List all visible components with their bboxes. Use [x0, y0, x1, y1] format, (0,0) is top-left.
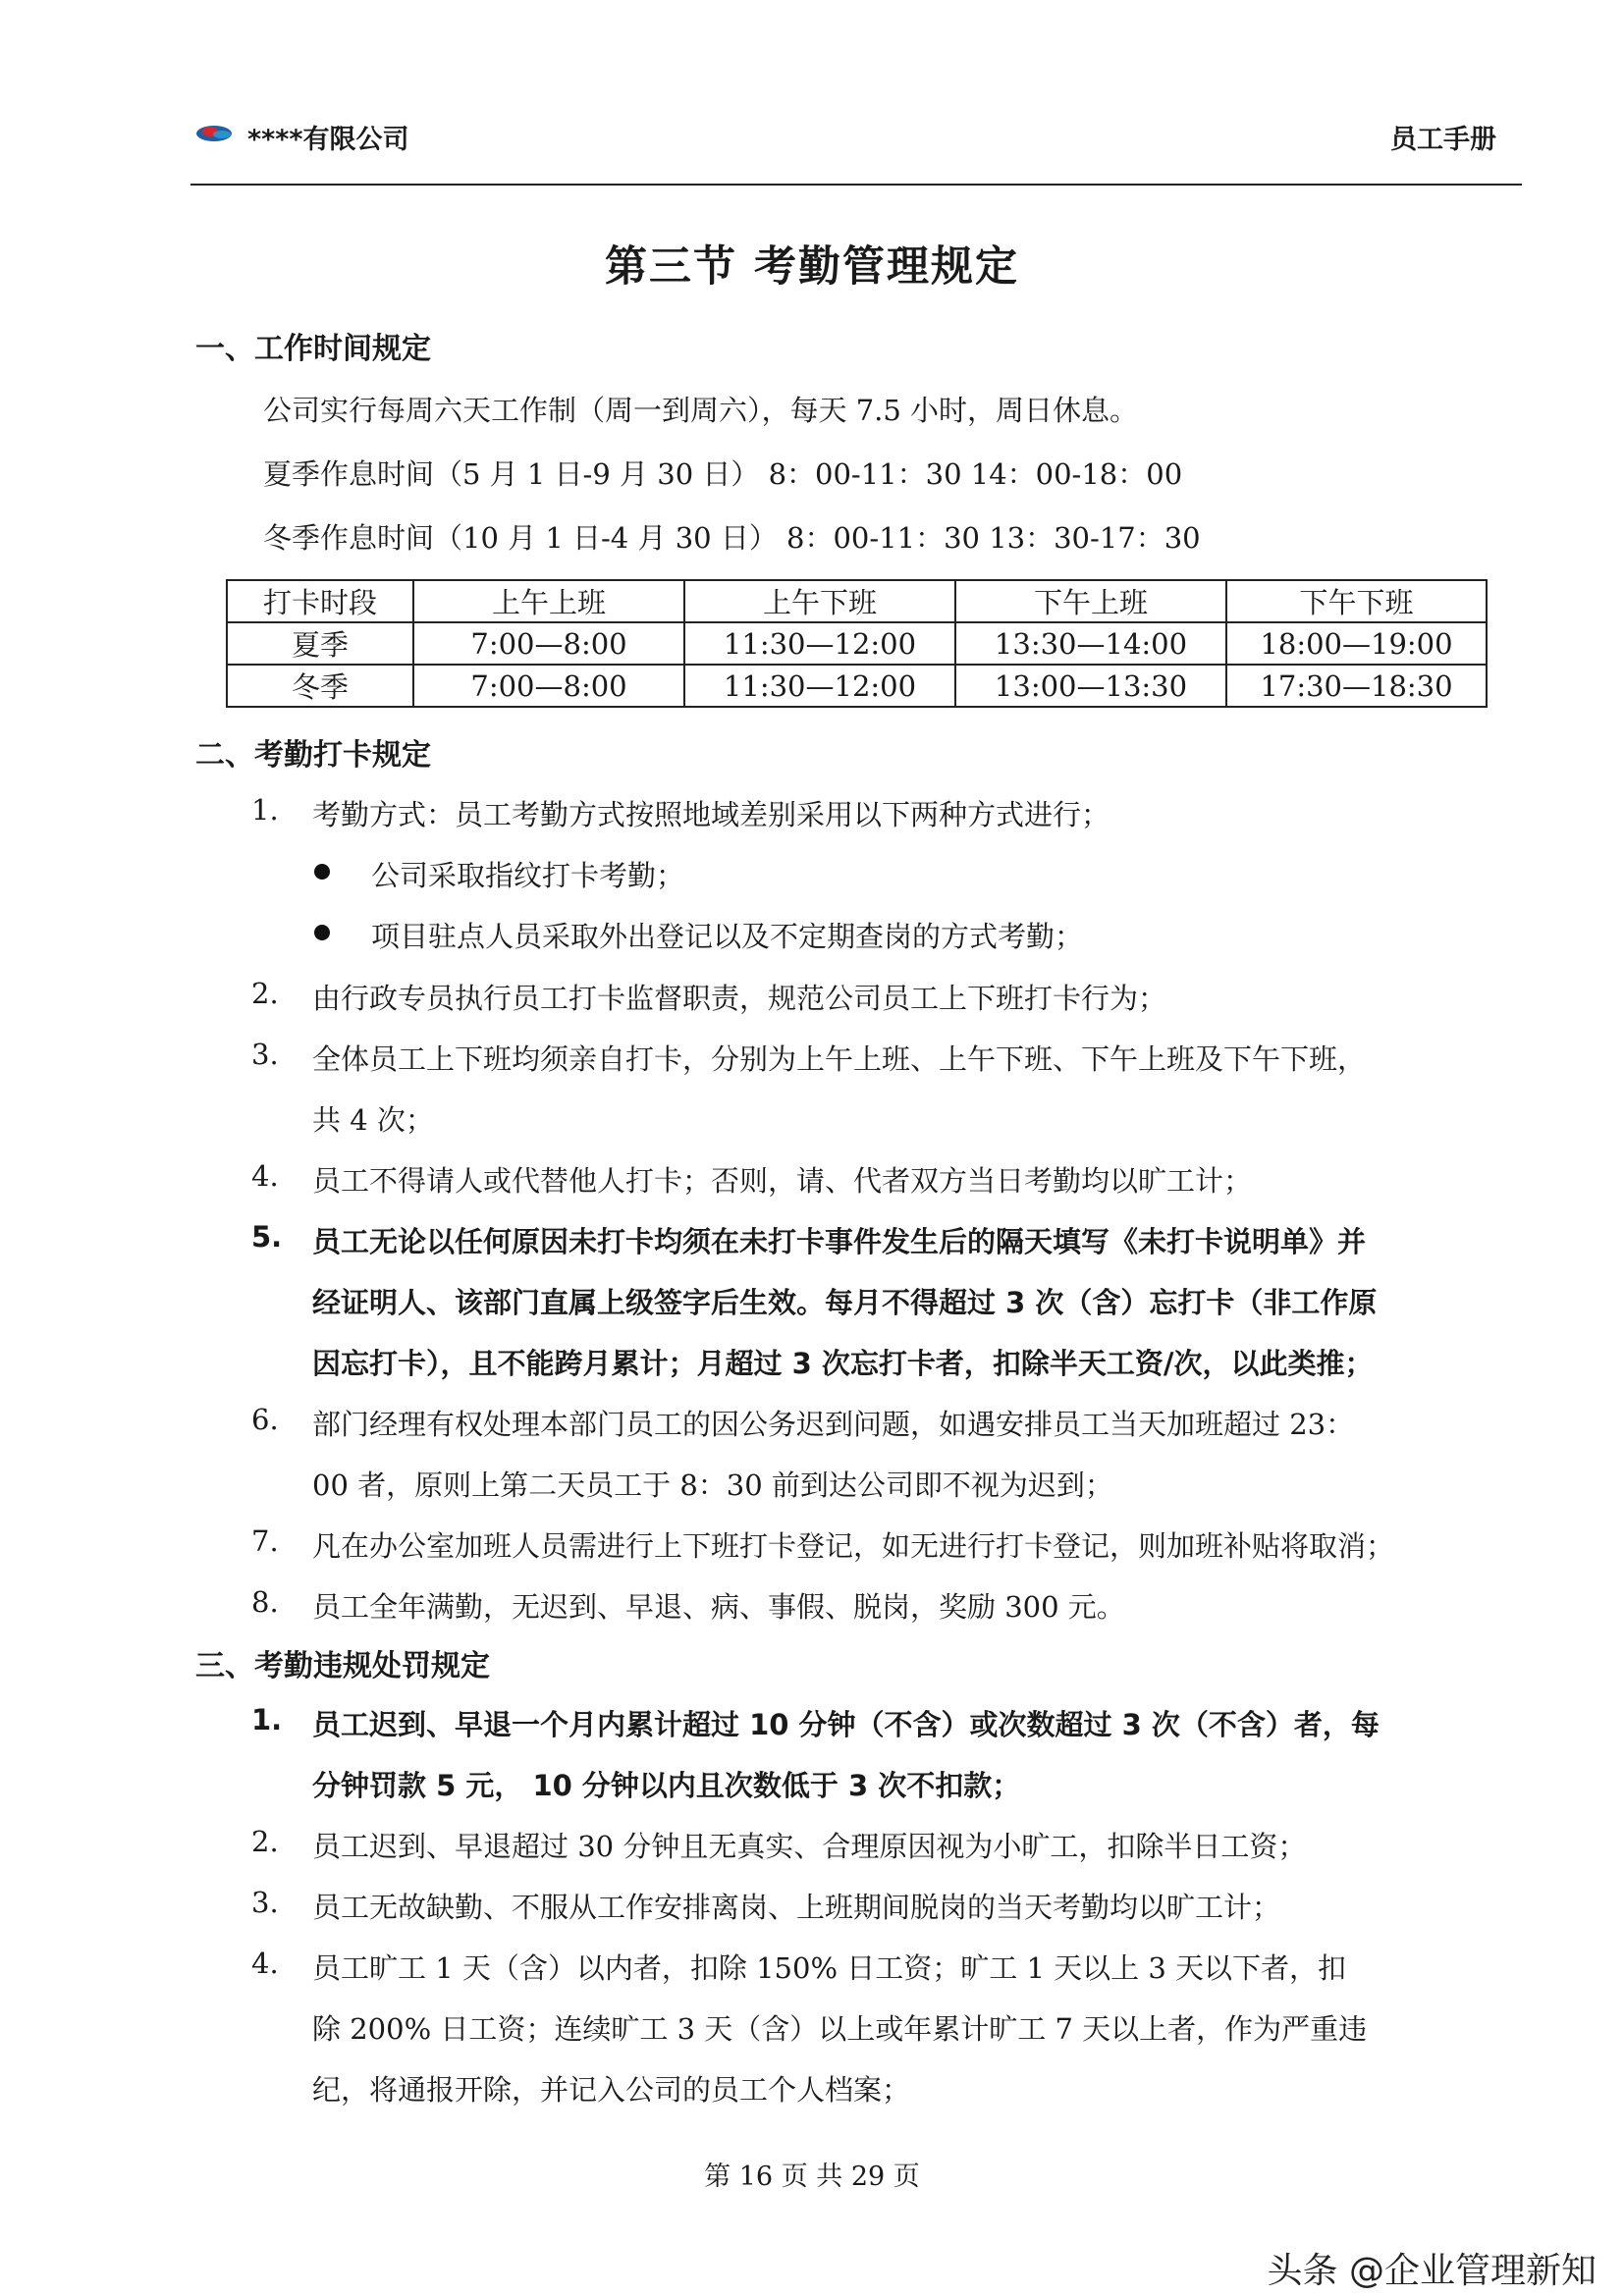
list-item-text: 员工无故缺勤、不服从工作安排离岗、上班期间脱岗的当天考勤均以旷工计； — [312, 1891, 1281, 1924]
list-item-text: 纪，将通报开除，并记入公司的员工个人档案； — [312, 2073, 911, 2107]
document-name: 员工手册 — [1390, 125, 1496, 155]
list-number: 7. — [251, 1524, 279, 1558]
bullet-text: 公司采取指纹打卡考勤； — [371, 859, 685, 892]
list-number: 6. — [251, 1403, 279, 1436]
bullet-text: 项目驻点人员采取外出登记以及不定期查岗的方式考勤； — [371, 920, 1084, 953]
table-header-cell: 打卡时段 — [227, 580, 413, 622]
table-cell: 夏季 — [227, 622, 413, 665]
page-header — [190, 110, 1522, 159]
list-number: 4. — [251, 1159, 279, 1193]
table-header-cell: 下午下班 — [1226, 580, 1487, 622]
company-name: ****有限公司 — [247, 125, 409, 155]
list-item-text: 员工全年满勤，无迟到、早退、病、事假、脱岗，奖励 300 元。 — [312, 1590, 1125, 1624]
table-header-cell: 上午上班 — [413, 580, 684, 622]
list-number: 3. — [251, 1886, 279, 1919]
list-item-text: 部门经理有权处理本部门员工的因公务迟到问题，如遇安排员工当天加班超过 23： — [312, 1408, 1355, 1441]
list-number: 2. — [251, 977, 279, 1010]
table-header-cell: 下午上班 — [955, 580, 1226, 622]
table-cell: 7:00—8:00 — [413, 665, 684, 707]
list-item-text: 共 4 次； — [312, 1103, 434, 1137]
list-item-text: 员工旷工 1 天（含）以内者，扣除 150% 日工资；旷工 1 天以上 3 天以下者，扣 — [312, 1951, 1347, 1985]
heading-penalties: 三、考勤违规处罚规定 — [195, 1649, 490, 1683]
table-cell: 冬季 — [227, 665, 413, 707]
table-row — [227, 665, 1487, 707]
list-number: 8. — [251, 1585, 279, 1619]
table-cell: 13:30—14:00 — [955, 622, 1226, 665]
list-item-text: 员工迟到、早退超过 30 分钟且无真实、合理原因视为小旷工，扣除半日工资； — [312, 1830, 1307, 1863]
list-item-text: 员工不得请人或代替他人打卡；否则，请、代者双方当日考勤均以旷工计； — [312, 1164, 1253, 1198]
table-cell: 11:30—12:00 — [684, 665, 955, 707]
page-number: 第 16 页 共 29 页 — [704, 2162, 920, 2192]
heading-attendance-punch: 二、考勤打卡规定 — [195, 738, 431, 773]
list-number: 1. — [251, 1703, 283, 1736]
table-header-cell: 上午下班 — [684, 580, 955, 622]
table-cell: 17:30—18:30 — [1226, 665, 1487, 707]
list-item-text: 考勤方式：员工考勤方式按照地域差别采用以下两种方式进行； — [312, 798, 1110, 831]
winter-hours-line: 冬季作息时间（10 月 1 日-4 月 30 日） 8：00-11：30 13：30-17：30 — [263, 521, 1201, 555]
bullet-icon — [314, 864, 330, 880]
list-item-text: 分钟罚款 5 元， 10 分钟以内且次数低于 3 次不扣款； — [312, 1769, 1021, 1802]
list-number: 2. — [251, 1825, 279, 1858]
list-number: 5. — [251, 1220, 283, 1254]
source-watermark: 头条 @企业管理新知 — [1267, 2251, 1597, 2291]
company-logo-icon — [194, 120, 240, 145]
summer-hours-line: 夏季作息时间（5 月 1 日-9 月 30 日） 8：00-11：30 14：00-18：00 — [263, 457, 1183, 491]
list-number: 4. — [251, 1947, 279, 1980]
header-divider — [190, 184, 1522, 186]
table-cell: 11:30—12:00 — [684, 622, 955, 665]
table-row — [227, 622, 1487, 665]
list-item-text: 经证明人、该部门直属上级签字后生效。每月不得超过 3 次（含）忘打卡（非工作原 — [312, 1286, 1378, 1319]
list-item-text: 员工迟到、早退一个月内累计超过 10 分钟（不含）或次数超过 3 次（不含）者，每 — [312, 1708, 1380, 1741]
list-item-text: 凡在办公室加班人员需进行上下班打卡登记，如无进行打卡登记，则加班补贴将取消； — [312, 1529, 1395, 1563]
work-hours-line: 公司实行每周六天工作制（周一到周六），每天 7.5 小时，周日休息。 — [263, 394, 1139, 427]
list-item-text: 由行政专员执行员工打卡监督职责，规范公司员工上下班打卡行为； — [312, 982, 1167, 1015]
list-item-text: 因忘打卡），且不能跨月累计；月超过 3 次忘打卡者，扣除半天工资/次，以此类推； — [312, 1347, 1374, 1380]
list-item-text: 00 者，原则上第二天员工于 8：30 前到达公司即不视为迟到； — [312, 1468, 1113, 1502]
list-number: 3. — [251, 1038, 279, 1071]
list-item-text: 员工无论以任何原因未打卡均须在未打卡事件发生后的隔天填写《未打卡说明单》并 — [312, 1225, 1367, 1258]
heading-work-hours: 一、工作时间规定 — [195, 332, 431, 366]
table-cell: 13:00—13:30 — [955, 665, 1226, 707]
table-header-row — [227, 580, 1487, 622]
punch-time-table — [226, 579, 1488, 708]
list-item-text: 全体员工上下班均须亲自打卡，分别为上午上班、上午下班、下午上班及下午下班， — [312, 1042, 1367, 1076]
bullet-icon — [314, 925, 330, 940]
table-cell: 18:00—19:00 — [1226, 622, 1487, 665]
list-item-text: 除 200% 日工资；连续旷工 3 天（含）以上或年累计旷工 7 天以上者，作为严重违 — [312, 2012, 1368, 2046]
list-number: 1. — [251, 793, 279, 827]
table-cell: 7:00—8:00 — [413, 622, 684, 665]
section-title: 第三节 考勤管理规定 — [605, 242, 1019, 292]
